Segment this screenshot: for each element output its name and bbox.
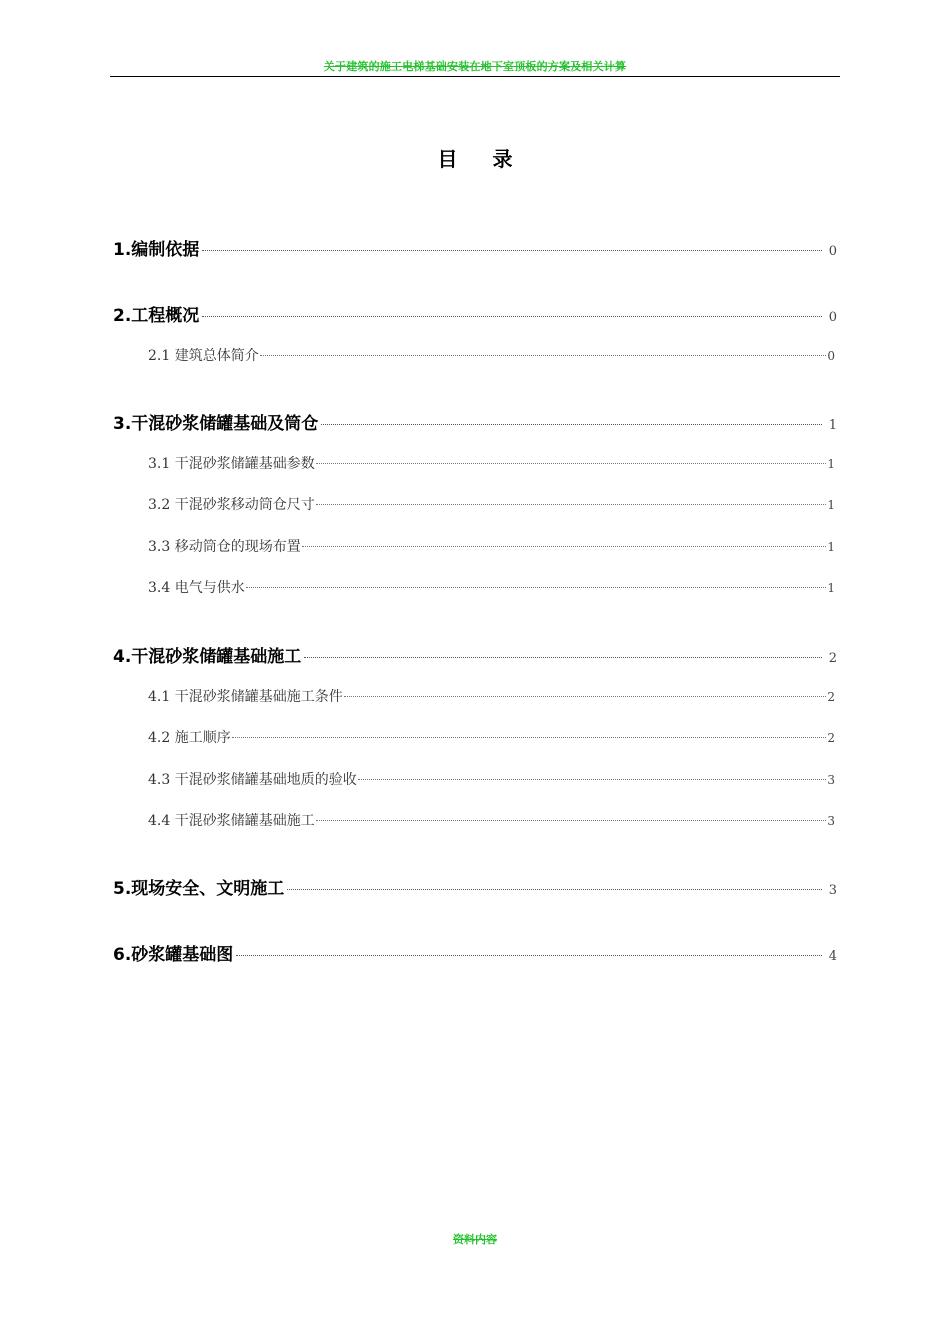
- toc-entry[interactable]: [148, 810, 835, 830]
- toc-leader-dots: [202, 316, 821, 317]
- toc-entry-label: 2.1 建筑总体简介: [148, 348, 259, 364]
- toc-entry[interactable]: [148, 769, 835, 789]
- toc-entry-page: 2: [828, 651, 837, 666]
- toc-entry[interactable]: [148, 686, 835, 706]
- toc-leader-dots: [344, 696, 827, 697]
- toc-entry-label: 4.3 干混砂浆储罐基础地质的验收: [148, 772, 357, 788]
- toc-entry-label: 6.砂浆罐基础图: [113, 945, 234, 965]
- toc-leader-dots: [316, 463, 827, 464]
- toc-entry-page: 1: [828, 418, 837, 433]
- toc-entry[interactable]: [113, 874, 837, 899]
- toc-entry[interactable]: [148, 727, 835, 747]
- toc-leader-dots: [358, 779, 827, 780]
- toc-entry[interactable]: [148, 536, 835, 556]
- toc-entry-page: 3: [827, 814, 835, 828]
- toc-entry-label: 5.现场安全、文明施工: [113, 879, 285, 899]
- toc-entry[interactable]: [113, 409, 837, 434]
- toc-entry-label: 4.2 施工顺序: [148, 730, 231, 746]
- toc-leader-dots: [287, 889, 821, 890]
- toc-title: 目 录: [437, 147, 527, 171]
- toc-entry-page: 3: [827, 773, 835, 787]
- toc-entry[interactable]: [113, 235, 837, 260]
- toc-leader-dots: [202, 250, 821, 251]
- toc-leader-dots: [302, 546, 827, 547]
- toc-entry-label: 4.4 干混砂浆储罐基础施工: [148, 813, 315, 829]
- toc-leader-dots: [316, 504, 827, 505]
- toc-entry-label: 3.1 干混砂浆储罐基础参数: [148, 456, 315, 472]
- toc-entry[interactable]: [113, 940, 837, 965]
- toc-entry-page: 2: [827, 690, 835, 704]
- toc-leader-dots: [236, 955, 821, 956]
- toc-leader-dots: [260, 355, 827, 356]
- toc-entry-label: 2.工程概况: [113, 306, 200, 326]
- toc-entry-page: 1: [827, 581, 835, 595]
- toc-entry[interactable]: [148, 453, 835, 473]
- toc-entry-page: 1: [827, 540, 835, 554]
- toc-entry-label: 3.3 移动筒仓的现场布置: [148, 539, 301, 555]
- toc-entry-page: 3: [828, 883, 837, 898]
- toc-entry-label: 4.干混砂浆储罐基础施工: [113, 647, 302, 667]
- toc-leader-dots: [232, 737, 827, 738]
- toc-entry[interactable]: [113, 301, 837, 326]
- toc-entry-label: 1.编制依据: [113, 240, 200, 260]
- toc-leader-dots: [246, 587, 827, 588]
- page-footer-text: 资料内容: [453, 1233, 497, 1246]
- toc-entry-label: 4.1 干混砂浆储罐基础施工条件: [148, 689, 343, 705]
- toc-leader-dots: [316, 820, 827, 821]
- header-divider: [110, 76, 840, 77]
- toc-entry-page: 1: [827, 498, 835, 512]
- toc-entry[interactable]: [113, 642, 837, 667]
- toc-entry-page: 1: [827, 457, 835, 471]
- toc-entry-label: 3.4 电气与供水: [148, 580, 245, 596]
- toc-entry-label: 3.干混砂浆储罐基础及筒仓: [113, 414, 319, 434]
- toc-entry-page: 0: [828, 310, 837, 325]
- toc-entry-page: 0: [827, 349, 835, 363]
- toc-entry[interactable]: [148, 577, 835, 597]
- page-header-text: 关于建筑的施工电梯基础安装在地下室顶板的方案及相关计算: [323, 60, 627, 73]
- toc-entry-page: 2: [827, 731, 835, 745]
- toc-entry[interactable]: [148, 345, 835, 365]
- toc-entry-page: 4: [828, 949, 837, 964]
- toc-entry-page: 0: [828, 244, 837, 259]
- toc-entry-label: 3.2 干混砂浆移动筒仓尺寸: [148, 497, 315, 513]
- toc-entry[interactable]: [148, 494, 835, 514]
- toc-leader-dots: [321, 424, 821, 425]
- toc-leader-dots: [304, 657, 821, 658]
